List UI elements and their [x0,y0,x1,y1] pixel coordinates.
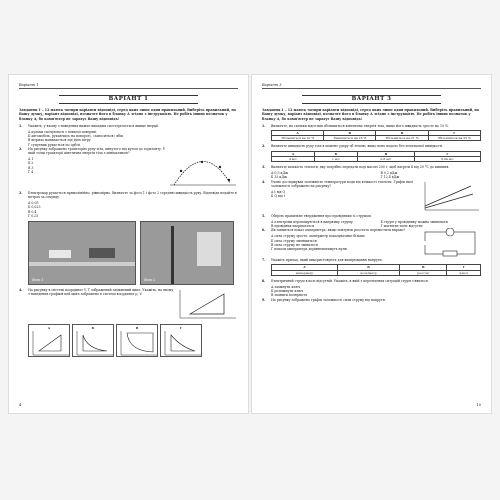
question-4 [262,180,421,188]
answer-options-grid [262,220,481,228]
question-5 [262,214,481,218]
answer-option: А електрони переміщуються в напрямку струму [271,219,353,224]
answer-option: А t від Q [271,190,286,195]
answer-options-grid [262,171,481,179]
question-text: Оберіть правильне твердження про провідники зі струмом. [271,213,372,218]
variant-title: ВАРІАНТ 3 [302,95,441,104]
photo-label: Фото 1 [32,277,44,282]
answer-option: А 0,05 [28,201,39,206]
question-text: Визначте кількість теплоти, яку потрібно передати воді масою 200 г, щоб нагріти її від 20 °С до кипіння. [271,165,450,170]
answer-option: В 0,4 [28,209,37,214]
answer-option: В сила струму не зміниться [271,242,318,247]
question-number: 8. [262,278,266,283]
right-page [251,74,492,414]
question-number: 2. [19,146,23,151]
question-6 [262,228,419,232]
question-number: 6. [262,228,266,233]
answer-option: Г 12,4 кДж [380,175,400,180]
photo-label: Фото 2 [144,277,156,282]
question-3-block [19,201,238,218]
question-number: 4. [19,288,23,293]
circuit-figure [419,228,481,258]
running-header-text: Варіант 1 [19,83,39,87]
answer-table: А Б В Г 4 м/с 1 м/с 0,8 м/с 0,04 м/с [271,151,481,162]
question-text: На рисунку зображено графік залежності сили струму від напруги. [271,297,386,302]
page-number: 10 [476,402,481,407]
question-1 [262,124,481,128]
answer-table: А Б В Г Збільшиться на 10 % Зменшиться на 25 % Збільшиться на 21 % Збільшиться на 25 % [271,130,481,141]
question-text: Учень досліджував залежність температури води від кількості теплоти. Графік якої залежності зображено на рисунку? [271,179,413,188]
answer-option: А кульки скочуються з похилої поверхні [28,130,97,135]
graph-option-c: В [116,324,158,357]
question-8 [262,279,481,283]
variant-title: ВАРІАНТ 1 [59,95,198,104]
question-text: Укажіть прилад, який використовують для вимірювання напруги. [271,258,383,263]
answer-option: А 1 [28,157,34,162]
answer-table: А Б В Г амперметр вольтметр реостат ключ [271,264,481,275]
instructions: Завдання 1 – 12 мають чотири варіанти відповіді, серед яких лише один правильний. Виберіть правильний, на Вашу думку, варіант відповіді, позначте його в бланку А згідно з інструкцією. Не робіть інших позначок у бланку А, бо комп'ютер не зарахує Вашу відповідь! [19,108,236,121]
question-4-block [262,180,481,214]
question-text: Визначте швидкість руху тіла в момент удару об землю, якщо воно падало без початкової швидкості. [271,144,444,149]
answer-option: В 3 [28,165,34,170]
question-text: Електричний струм в колі відсутній. Укажіть, в якій з перелічених ситуацій струм з'явиться. [271,278,429,283]
answer-graphs [28,324,238,357]
photo-1 [28,221,136,285]
answer-option: В вітрило напинається під дією вітру [28,138,91,143]
vt-cycle-figure [176,288,238,322]
question-number: 4. [262,179,266,184]
answer-option: В 0,2 кДж [380,171,398,176]
graph-option-b: Б [72,324,114,357]
question-number: 7. [262,258,266,263]
question-4 [19,288,176,320]
question-6-block [262,228,481,258]
trajectory-figure [168,147,238,189]
question-text: На рисунку в системі координат V, T зображений замкнений цикл. Укажіть, на якому з наведених графіків цей цикл зображено в системі координат p, V. [28,288,174,297]
left-page [8,74,249,414]
question-number: 3. [19,190,23,195]
answer-option: Б 33 кДж [271,175,287,180]
question-number: 3. [262,165,266,170]
temperature-graph [421,180,481,214]
answer-option: А замкнути ключ [271,285,301,290]
question-number: 1. [262,123,266,128]
question-text: Електрокар рухається прямолінійно, рівномірно. Визначте за фото 1 і фото 2 середню швидкість руху. Відповідь подайте в метрах за секунду. [28,190,237,200]
question-number: 9. [262,297,266,302]
question-3 [19,191,238,199]
question-2 [262,144,481,148]
answer-option: В провідник нагрівається [271,224,315,229]
answer-option: Г магнітне поле відсутнє [380,224,423,229]
answer-option: Б сила струму зменшиться [271,238,317,243]
question-3 [262,165,481,169]
answer-option: Б 2 [28,161,34,166]
question-text: Визначте, на скільки відсотків збільшиться кінетична енергія тіла, якщо його швидкість зросте на 10 %. [271,123,450,128]
question-9 [262,298,481,302]
answer-option: Г покази амперметра дорівнюватимуть нулю [271,247,348,252]
page-number: 4 [19,402,22,407]
instructions: Завдання 1 – 12 мають чотири варіанти відповіді, серед яких лише один правильний. Виберіть правильний, на Вашу думку, варіант відповіді, позначте його в бланку А згідно з інструкцією. Не робіть інших позначок у бланку А, бо комп'ютер не зарахує Вашу відповідь! [262,108,479,121]
question-2-block [19,147,238,189]
photo-2 [140,221,234,285]
question-4-block [19,288,238,322]
graph-option-d: Г [160,324,202,357]
answer-option: Б розімкнути ключ [271,289,304,294]
question-number: 1. [19,123,23,128]
answer-option: Б 0,025 [28,205,41,210]
running-header-text: Варіант 3 [262,83,282,87]
experiment-photos [28,221,238,285]
question-number: 2. [262,144,266,149]
answer-option: А 0,3 кДж [271,171,289,176]
question-1 [19,124,238,128]
question-7 [262,258,481,262]
answer-option: Г 4 [28,169,34,174]
question-number: 5. [262,213,266,218]
answer-option: Б струм у провіднику можна змінювати [380,219,448,224]
question-2 [19,147,168,155]
answer-option: Г 0,25 [28,213,39,218]
answer-option: Б автомобіль, рухаючись на повороті, «заноситься» вбік [28,134,124,139]
running-header [262,83,481,89]
answer-option: Б Q від t [271,194,286,199]
question-text: На рисунку зображено траєкторію руху тіла, кинутого під кутом до горизонту. У якій точці траєкторії кінетична енергія тіла є мінімальною? [28,146,166,156]
answer-option: А сила струму зросте, амперметр показуватиме більше [271,234,365,239]
question-text: Як зміниться показ амперметра, якщо повзунок реостата перемістити вправо? [271,228,406,233]
book-spread [8,74,492,414]
running-header [19,83,238,89]
graph-option-a: А [28,324,70,357]
question-text: Укажіть, у якому з наведених нижче випадків спостерігається явище інерції. [28,123,160,128]
answer-option: В змінити полярність [271,293,308,298]
answer-option: Г супутник рухається по орбіті [28,142,81,147]
